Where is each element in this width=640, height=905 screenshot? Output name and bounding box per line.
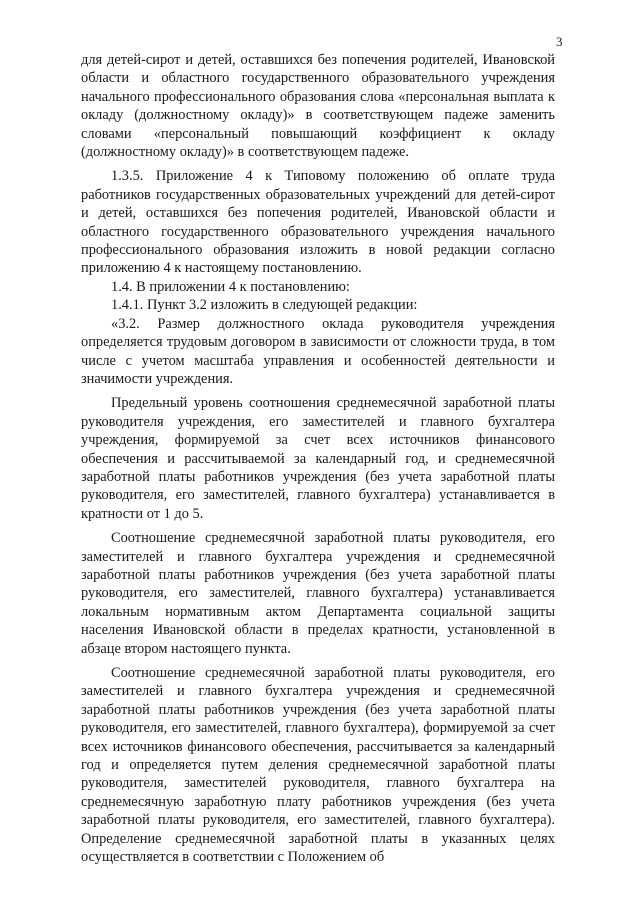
paragraph-1-3-5: 1.3.5. Приложение 4 к Типовому положению об оплате труда работников государственных образовательных учреждений для детей-сирот и детей, оставшихся без попечения родителей, Ивановской области и областного государственного образовательного учреждения начального профессионального образования изложить в новой редакции согласно приложению 4 к настоящему постановлению. <box>81 168 555 277</box>
paragraph-3-2: «3.2. Размер должностного оклада руководителя учреждения определяется трудовым договором в зависимости от сложности труда, в том числе с учетом масштаба управления и особенностей деятельности и значимости учреждения. <box>81 315 555 387</box>
paragraph-ratio-local-act: Соотношение среднемесячной заработной платы руководителя, его заместителей и главного бухгалтера учреждения и среднемесячной заработной платы работников учреждения (без учета заработной платы руководителя, его заместителей, главного бухгалтера) устанавливается локальным нормативным актом Департамента социальной защиты населения Ивановской области в пределах кратности, установленной в абзаце втором настоящего пункта. <box>81 530 555 657</box>
paragraph-limit-level: Предельный уровень соотношения среднемесячной заработной платы руководителя учреждения, его заместителей и главного бухгалтера учреждения, формируемой за счет всех источников финансового обеспечения и рассчитываемой за календарный год, и среднемесячной заработной платы работников учреждения (без учета заработной платы руководителя, его заместителей, главного бухгалтера) устанавливается в кратности от 1 до 5. <box>81 395 555 522</box>
paragraph-ratio-calculation: Соотношение среднемесячной заработной платы руководителя, его заместителей и главного бухгалтера учреждения и среднемесячной заработной платы работников учреждения (без учета заработной платы руководителя, его заместителей, главного бухгалтера), формируемой за счет всех источников финансового обеспечения, рассчитывается за календарный год и определяется путем деления среднемесячной заработной платы руководителя, заместителей руководителя, главного бухгалтера на среднемесячную заработную плату работников учреждения (без учета заработной платы руководителя, его заместителей, главного бухгалтера). Определение среднемесячной заработной платы в указанных целях осуществляется в соответствии с Положением об <box>81 665 555 866</box>
page-number: 3 <box>556 34 563 49</box>
paragraph-1-4: 1.4. В приложении 4 к постановлению: <box>111 278 350 295</box>
paragraph-1-4-1: 1.4.1. Пункт 3.2 изложить в следующей редакции: <box>111 297 418 314</box>
document-body <box>81 51 555 866</box>
paragraph-continuation: для детей-сирот и детей, оставшихся без попечения родителей, Ивановской области и областного государственного образовательного учреждения начального профессионального образования слова «персональная выплата к окладу (должностному окладу)» в соответствующем падеже заменить словами «персональный повышающий коэффициент к окладу (должностному окладу)» в соответствующем падеже. <box>81 52 555 161</box>
